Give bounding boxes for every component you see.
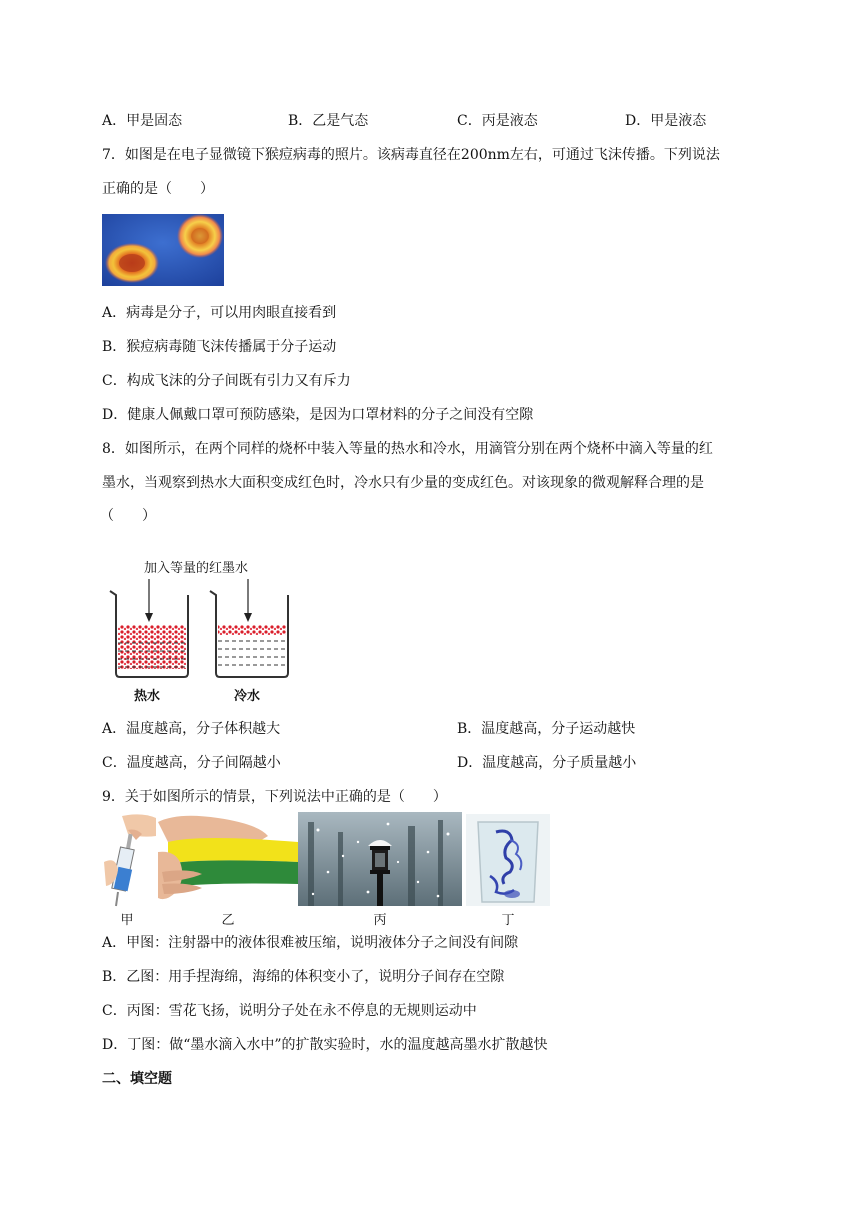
section-heading: 二、填空题 — [102, 1071, 172, 1087]
q8-option-c: C．温度越高，分子间隔越小 — [102, 755, 281, 771]
diagram-label: 加入等量的红墨水 — [144, 561, 249, 576]
q8-stem-line3: （ ） — [100, 508, 156, 524]
virus-micrograph-image — [102, 214, 224, 286]
caption-ding: 丁 — [501, 913, 515, 928]
q7-option-c: C．构成飞沫的分子间既有引力又有斥力 — [102, 373, 351, 389]
q9-stem: 9．关于如图所示的情景，下列说法中正确的是（ ） — [102, 789, 447, 805]
snow-lamp-image — [298, 812, 462, 906]
q8-stem-line1: 8．如图所示，在两个同样的烧杯中装入等量的热水和冷水，用滴管分别在两个烧杯中滴入等量的红 — [102, 441, 713, 457]
caption-bing: 丙 — [373, 913, 387, 928]
q8-option-d: D．温度越高，分子质量越小 — [457, 755, 637, 771]
q7-option-b: B．猴痘病毒随飞沫传播属于分子运动 — [102, 339, 337, 355]
q7-stem-line2: 正确的是（ ） — [102, 181, 214, 197]
sponge-image — [158, 812, 298, 904]
q9-option-d: D．丁图：做“墨水滴入水中”的扩散实验时，水的温度越高墨水扩散越快 — [102, 1037, 548, 1053]
beaker-diagram — [102, 555, 302, 705]
q6-option-a: A．甲是固态 — [102, 113, 183, 129]
caption-yi: 乙 — [221, 913, 235, 928]
ink-diffusion-image — [466, 814, 550, 906]
q6-options-row — [102, 111, 762, 131]
q8-options-row2 — [102, 753, 762, 773]
caption-jia: 甲 — [120, 913, 134, 928]
q8-stem-line2: 墨水，当观察到热水大面积变成红色时，冷水只有少量的变成红色。对该现象的微观解释合理的是 — [102, 475, 704, 491]
q6-option-d: D．甲是液态 — [625, 113, 707, 129]
q8-options-row1 — [102, 719, 762, 739]
q6-option-b: B．乙是气态 — [288, 113, 369, 129]
syringe-image — [102, 812, 158, 908]
q7-option-d: D．健康人佩戴口罩可预防感染，是因为口罩材料的分子之间没有空隙 — [102, 407, 534, 423]
hot-water-label: 热水 — [134, 689, 161, 704]
q9-option-b: B．乙图：用手捏海绵，海绵的体积变小了，说明分子间存在空隙 — [102, 969, 505, 985]
q6-option-c: C．丙是液态 — [457, 113, 538, 129]
q8-option-a: A．温度越高，分子体积越大 — [102, 721, 281, 737]
q7-option-a: A．病毒是分子，可以用肉眼直接看到 — [102, 305, 337, 321]
beakers-drawing — [102, 555, 302, 705]
q9-option-c: C．丙图：雪花飞扬，说明分子处在永不停息的无规则运动中 — [102, 1003, 477, 1019]
q9-option-a: A．甲图：注射器中的液体很难被压缩，说明液体分子之间没有间隙 — [102, 935, 519, 951]
q8-option-b: B．温度越高，分子运动越快 — [457, 721, 636, 737]
q7-stem-line1: 7．如图是在电子显微镜下猴痘病毒的照片。该病毒直径在200nm左右，可通过飞沫传播。下列说法 — [102, 147, 720, 163]
cold-water-label: 冷水 — [234, 689, 261, 704]
